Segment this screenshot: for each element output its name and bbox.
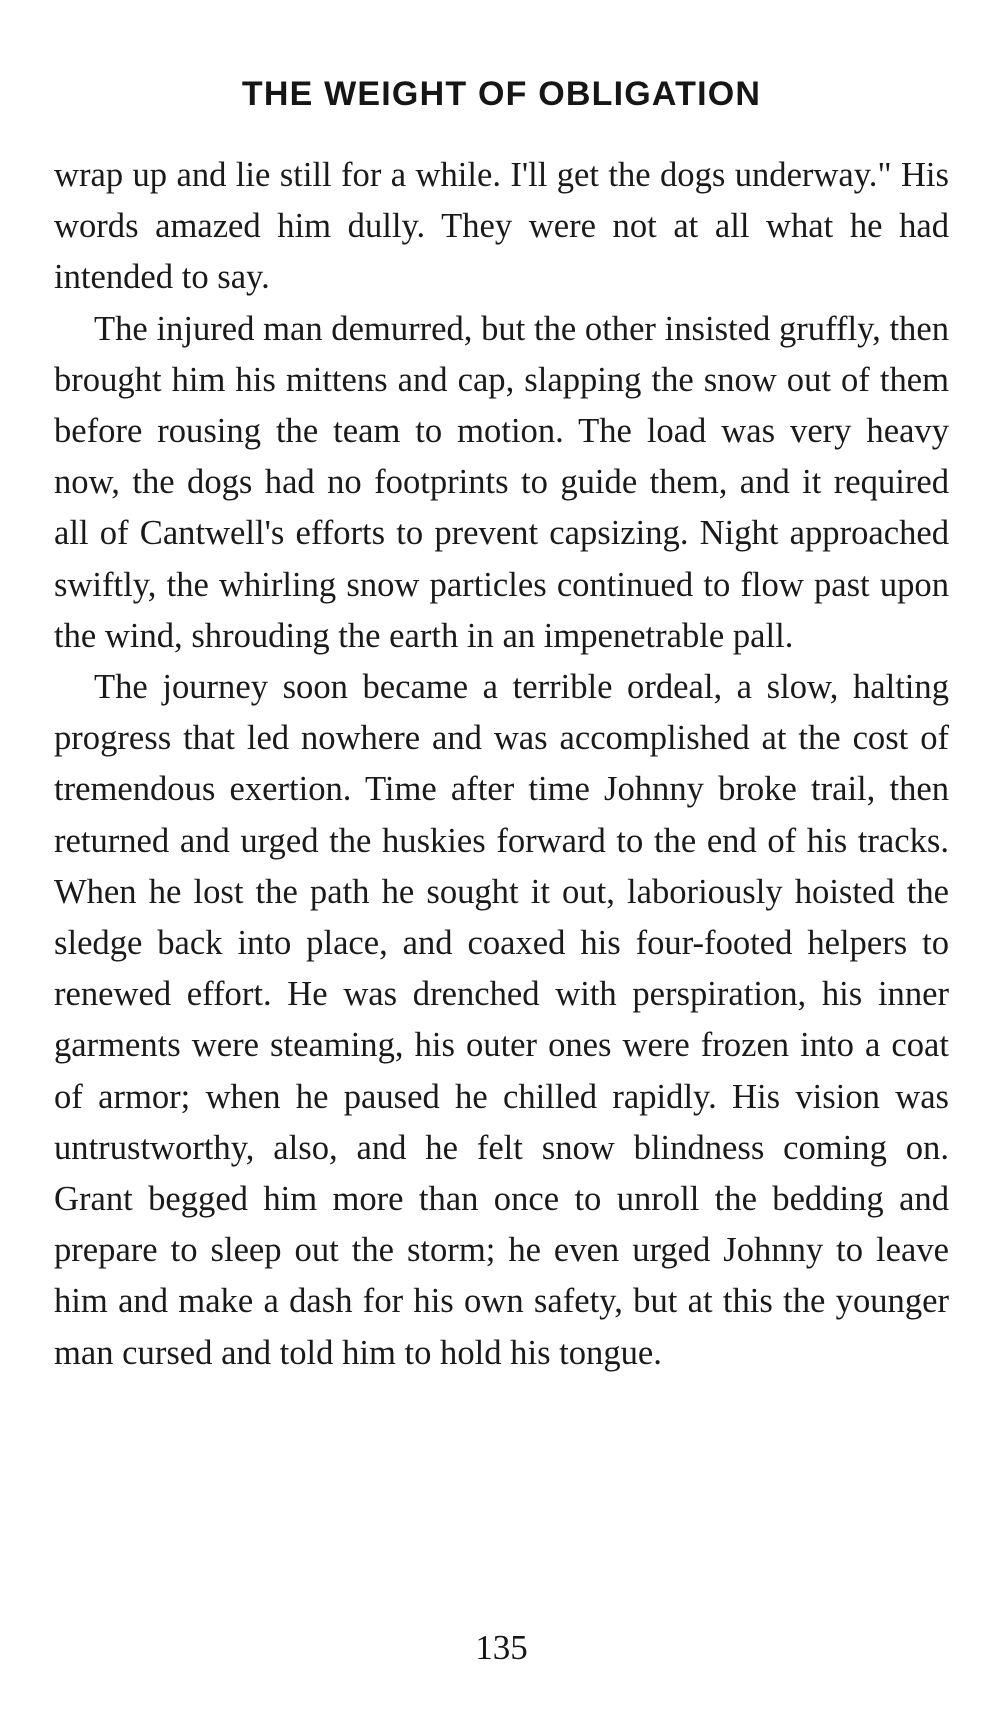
paragraph: The injured man demurred, but the other insisted gruffly, then brought him his mittens and cap, slapping the snow out of them before rousing the team to motion. The load was very heavy now, the dogs had no footprints to guide them, and it required all of Cantwell's efforts to prevent capsizing. Night approached swiftly, the whirling snow particles continued to flow past upon the wind, shrouding the earth in an impenetrable pall. (54, 309, 949, 655)
paragraph: The journey soon became a terrible ordeal, a slow, halting progress that led nowhere and was accomplished at the cost of tremendous exertion. Time after time Johnny broke trail, then returned and urged the huskies forward to the end of his tracks. When he lost the path he sought it out, laboriously hoisted the sledge back into place, and coaxed his four-footed helpers to renewed effort. He was drenched with perspiration, his inner garments were steaming, his outer ones were frozen into a coat of armor; when he paused he chilled rapidly. His vision was untrustworthy, also, and he felt snow blindness coming on. Grant begged him more than once to unroll the bedding and prepare to sleep out the storm; he even urged Johnny to leave him and make a dash for his own safety, but at this the younger man cursed and told him to hold his tongue. (54, 668, 949, 1372)
paragraph-continued: wrap up and lie still for a while. I'll get the dogs underway." His words amazed him dully. They were not at all what he had intended to say. (54, 156, 949, 297)
body-text (54, 150, 949, 1379)
book-page (54, 0, 949, 1729)
running-head: THE WEIGHT OF OBLIGATION (241, 75, 762, 113)
page-number: 135 (475, 1628, 528, 1667)
